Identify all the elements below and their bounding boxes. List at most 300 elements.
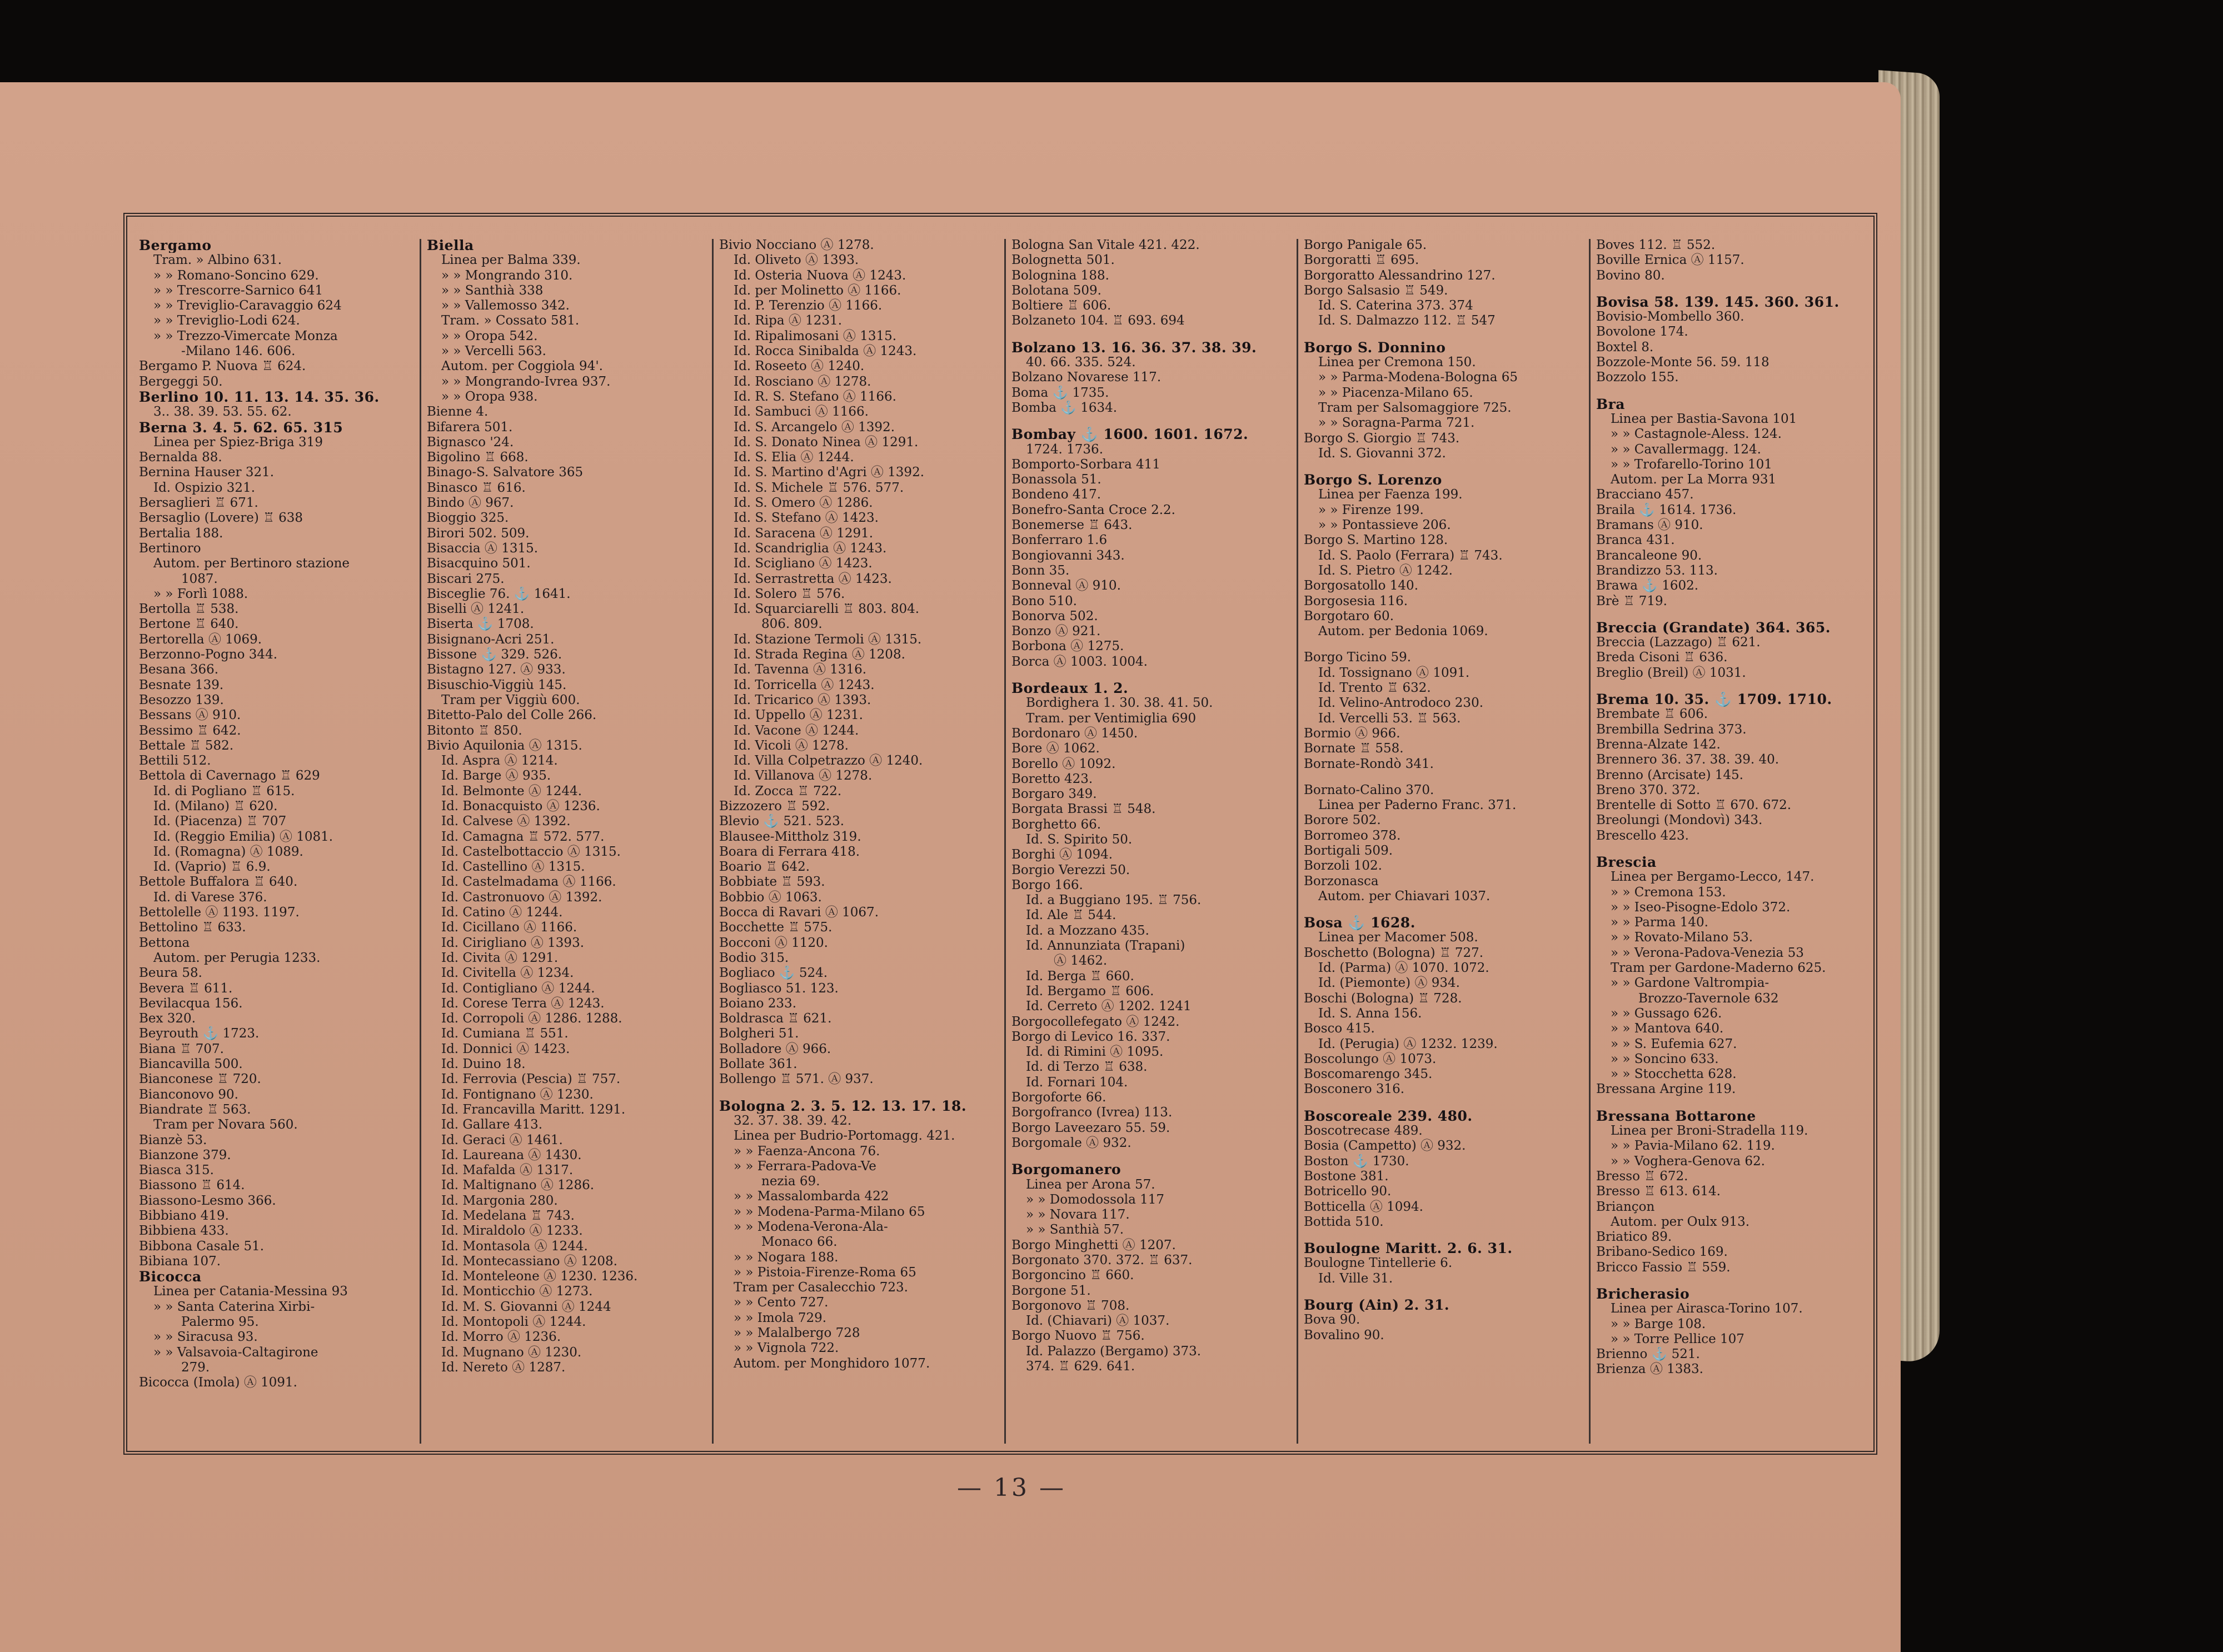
index-entry: Id. Mafalda Ⓐ 1317. xyxy=(441,1163,574,1178)
index-entry: Bonorva 502. xyxy=(1011,608,1098,623)
index-heading: Bombay ⚓ 1600. 1601. 1672. xyxy=(1011,427,1249,442)
index-entry: Bollengo ♖ 571. Ⓐ 937. xyxy=(719,1072,874,1087)
index-entry: Id. Osteria Nuova Ⓐ 1243. xyxy=(734,268,906,283)
index-entry: Id. Francavilla Maritt. 1291. xyxy=(441,1102,626,1117)
index-entry: Brancaleone 90. xyxy=(1596,548,1702,563)
index-entry: Borgonovo ♖ 708. xyxy=(1011,1298,1130,1313)
index-heading: Borgomanero xyxy=(1011,1162,1122,1177)
index-entry: Borgo Nuovo ♖ 756. xyxy=(1011,1329,1145,1344)
index-entry: » » Santhià 338 xyxy=(441,283,544,298)
index-entry: Bissone ⚓ 329. 526. xyxy=(427,647,562,662)
index-heading: Bra xyxy=(1596,396,1626,412)
index-entry: Id. Geraci Ⓐ 1461. xyxy=(441,1132,563,1147)
index-entry: Id. (Vaprio) ♖ 6.9. xyxy=(153,860,271,875)
index-entry: » » Cento 727. xyxy=(734,1295,829,1310)
index-entry: Bettale ♖ 582. xyxy=(139,738,234,753)
index-entry: Linea per Paderno Franc. 371. xyxy=(1318,798,1517,813)
index-entry: Id. Sambuci Ⓐ 1166. xyxy=(734,405,869,420)
index-entry: Branca 431. xyxy=(1596,533,1675,548)
index-entry: Id. S. Dalmazzo 112. ♖ 547 xyxy=(1318,313,1496,328)
index-entry: Bresso ♖ 613. 614. xyxy=(1596,1184,1721,1199)
index-entry: Id. Nereto Ⓐ 1287. xyxy=(441,1360,566,1375)
index-entry: Bornato-Calino 370. xyxy=(1304,782,1434,797)
index-entry: Id. S. Caterina 373. 374 xyxy=(1318,298,1473,313)
index-entry: Bortigali 509. xyxy=(1304,843,1393,858)
index-entry: Bitetto-Palo del Colle 266. xyxy=(427,708,597,723)
index-entry: Biana ♖ 707. xyxy=(139,1041,224,1056)
index-entry: Bettolelle Ⓐ 1193. 1197. xyxy=(139,905,300,920)
index-entry: » » Cavallermagg. 124. xyxy=(1611,442,1761,457)
index-entry: Bessans Ⓐ 910. xyxy=(139,708,241,723)
index-entry: Breolungi (Mondovì) 343. xyxy=(1596,813,1763,828)
index-entry: Bienne 4. xyxy=(427,405,489,420)
index-entry: Borghetto 66. xyxy=(1011,817,1101,832)
index-heading: Bricherasio xyxy=(1596,1286,1690,1302)
index-entry: Id. S. Giovanni 372. xyxy=(1318,446,1446,461)
index-entry: Bifarera 501. xyxy=(427,420,513,435)
index-entry: Biserta ⚓ 1708. xyxy=(427,617,534,632)
index-entry: Id. Strada Regina Ⓐ 1208. xyxy=(734,647,905,662)
index-spacer xyxy=(1596,609,1874,620)
index-entry: Id. Corropoli Ⓐ 1286. 1288. xyxy=(441,1011,622,1026)
index-entry: Boves 112. ♖ 552. xyxy=(1596,238,1716,252)
index-entry: » » Cremona 153. xyxy=(1611,885,1726,900)
index-entry: Brenno (Arcisate) 145. xyxy=(1596,767,1743,782)
index-entry: Bolognina 188. xyxy=(1011,268,1109,283)
index-entry: Id. Cerreto Ⓐ 1202. 1241 xyxy=(1026,999,1192,1014)
index-entry: Linea per Budrio-Portomagg. 421. xyxy=(734,1129,955,1144)
index-entry: Bordonaro Ⓐ 1450. xyxy=(1011,726,1138,741)
index-entry: Borzoli 102. xyxy=(1304,859,1382,874)
index-entry: » » Parma-Modena-Bologna 65 xyxy=(1318,370,1518,385)
index-entry: » » Malalbergo 728 xyxy=(734,1326,860,1341)
index-entry: » » Gardone Valtrompia- xyxy=(1611,976,1770,991)
index-entry: Bribano-Sedico 169. xyxy=(1596,1245,1728,1260)
index-entry: Bertinoro xyxy=(139,541,201,556)
index-entry: » » Firenze 199. xyxy=(1318,502,1424,517)
index-entry: Id. di Terzo ♖ 638. xyxy=(1026,1060,1148,1075)
index-entry: 32. 37. 38. 39. 42. xyxy=(734,1113,852,1128)
index-spacer xyxy=(1596,681,1874,692)
index-entry: Bomba ⚓ 1634. xyxy=(1011,400,1118,415)
index-entry: Bocconi Ⓐ 1120. xyxy=(719,935,828,950)
index-entry: Borgata Brassi ♖ 548. xyxy=(1011,802,1156,817)
index-entry: Bonferraro 1.6 xyxy=(1011,533,1108,548)
index-entry: Id. Ale ♖ 544. xyxy=(1026,908,1117,923)
index-entry: 1087. xyxy=(181,571,218,586)
index-entry: Borzonasca xyxy=(1304,874,1379,889)
index-column-5 xyxy=(1304,238,1586,1446)
index-entry: Bex 320. xyxy=(139,1011,196,1026)
index-entry: » » Pontassieve 206. xyxy=(1318,518,1451,533)
index-entry: Bernina Hauser 321. xyxy=(139,465,275,480)
index-entry: Borgoncino ♖ 660. xyxy=(1011,1268,1134,1283)
index-entry: Linea per Bastia-Savona 101 xyxy=(1611,411,1797,426)
index-entry: Boston ⚓ 1730. xyxy=(1304,1154,1409,1169)
index-entry: Id. Bonacquisto Ⓐ 1236. xyxy=(441,798,600,813)
index-entry: Id. Velino-Antrodoco 230. xyxy=(1318,696,1484,711)
index-entry: Bergamo P. Nuova ♖ 624. xyxy=(139,359,306,374)
index-heading: Bordeaux 1. 2. xyxy=(1011,681,1129,696)
index-entry: Id. P. Terenzio Ⓐ 1166. xyxy=(734,298,883,313)
index-heading: Brescia xyxy=(1596,854,1657,870)
index-entry: Boscotrecase 489. xyxy=(1304,1124,1423,1139)
index-entry: Bonneval Ⓐ 910. xyxy=(1011,578,1121,593)
index-entry: Boville Ernica Ⓐ 1157. xyxy=(1596,253,1744,268)
index-entry: Bevilacqua 156. xyxy=(139,996,243,1011)
index-heading: Berlino 10. 11. 13. 14. 35. 36. xyxy=(139,389,380,405)
index-entry: Brozzo-Tavernole 632 xyxy=(1638,991,1779,1006)
index-entry: Linea per Macomer 508. xyxy=(1318,930,1478,945)
index-entry: Id. Rocca Sinibalda Ⓐ 1243. xyxy=(734,344,917,359)
column-divider xyxy=(420,239,421,1444)
index-entry: Tram per Gardone-Maderno 625. xyxy=(1611,961,1826,976)
index-entry: Id. S. Michele ♖ 576. 577. xyxy=(734,480,904,495)
index-entry: Bostone 381. xyxy=(1304,1169,1389,1184)
index-entry: » » Soragna-Parma 721. xyxy=(1318,416,1475,431)
index-entry: » » Parma 140. xyxy=(1611,915,1708,930)
index-entry: » » Santhià 57. xyxy=(1026,1222,1124,1237)
index-entry: Borgosatollo 140. xyxy=(1304,578,1419,593)
index-entry: Bertolla ♖ 538. xyxy=(139,602,239,617)
index-entry: Bottida 510. xyxy=(1304,1214,1384,1229)
index-entry: Borgo Panigale 65. xyxy=(1304,238,1427,252)
index-entry: Id. Monteleone Ⓐ 1230. 1236. xyxy=(441,1269,638,1284)
index-entry: Bigolino ♖ 668. xyxy=(427,450,529,465)
index-entry: Binago-S. Salvatore 365 xyxy=(427,465,584,480)
index-entry: Brè ♖ 719. xyxy=(1596,593,1667,608)
index-spacer xyxy=(1304,1286,1586,1297)
index-entry: Brawa ⚓ 1602. xyxy=(1596,578,1699,593)
index-entry: Boxtel 8. xyxy=(1596,340,1654,355)
index-entry: Brienza Ⓐ 1383. xyxy=(1596,1362,1703,1377)
index-entry: Tram per Viggiù 600. xyxy=(441,692,580,707)
index-entry: Id. Aspra Ⓐ 1214. xyxy=(441,753,558,768)
index-spacer xyxy=(1596,283,1874,295)
index-spacer xyxy=(1304,904,1586,915)
index-entry: Borgo di Levico 16. 337. xyxy=(1011,1029,1170,1044)
index-entry: Id. Montecassiano Ⓐ 1208. xyxy=(441,1254,617,1269)
index-entry: » » Nogara 188. xyxy=(734,1250,839,1265)
index-entry: Autom. per Monghidoro 1077. xyxy=(734,1356,930,1371)
index-entry: Boscomarengo 345. xyxy=(1304,1067,1433,1082)
index-entry: Id. Vacone Ⓐ 1244. xyxy=(734,723,859,738)
index-entry: Bovalino 90. xyxy=(1304,1327,1384,1342)
index-entry: Bessimo ♖ 642. xyxy=(139,723,241,738)
index-entry: Autom. per Perugia 1233. xyxy=(153,950,321,965)
index-entry: Breda Cisoni ♖ 636. xyxy=(1596,650,1728,665)
index-entry: Blevio ⚓ 521. 523. xyxy=(719,814,845,829)
index-entry: Id. Morro Ⓐ 1236. xyxy=(441,1330,561,1345)
index-entry: Linea per Balma 339. xyxy=(441,253,581,268)
index-entry: Berzonno-Pogno 344. xyxy=(139,647,278,662)
index-entry: Id. Palazzo (Bergamo) 373. xyxy=(1026,1344,1202,1359)
index-entry: Bolotana 509. xyxy=(1011,283,1101,298)
index-entry: Bistagno 127. Ⓐ 933. xyxy=(427,662,566,677)
index-heading: Bovisa 58. 139. 145. 360. 361. xyxy=(1596,294,1840,310)
index-entry: Id. Zocca ♖ 722. xyxy=(734,783,842,798)
index-entry: Id. Solero ♖ 576. xyxy=(734,586,845,601)
index-entry: Bettona xyxy=(139,935,190,950)
index-entry: Briançon xyxy=(1596,1199,1655,1214)
index-entry: Breno 370. 372. xyxy=(1596,782,1701,797)
index-entry: Id. Miraldolo Ⓐ 1233. xyxy=(441,1224,583,1239)
index-entry: Borgotaro 60. xyxy=(1304,608,1394,623)
index-entry: Bettili 512. xyxy=(139,753,211,768)
index-entry: Bodio 315. xyxy=(719,950,789,965)
index-entry: Bonassola 51. xyxy=(1011,472,1101,487)
index-entry: » » Barge 108. xyxy=(1611,1316,1706,1331)
index-entry: Borello Ⓐ 1092. xyxy=(1011,756,1116,771)
index-entry: Borgo S. Giorgio ♖ 743. xyxy=(1304,431,1460,446)
index-entry: Bolzano Novarese 117. xyxy=(1011,370,1162,385)
index-spacer xyxy=(1304,639,1586,650)
index-entry: Id. Villanova Ⓐ 1278. xyxy=(734,768,873,783)
index-entry: Bettole Buffalora ♖ 640. xyxy=(139,875,298,890)
index-entry: Bisignano-Acri 251. xyxy=(427,632,555,647)
index-entry: Linea per Broni-Stradella 119. xyxy=(1611,1124,1808,1139)
index-entry: 806. 809. xyxy=(761,617,823,632)
index-entry: Id. Cicillano Ⓐ 1166. xyxy=(441,920,577,935)
index-entry: Id. Contigliano Ⓐ 1244. xyxy=(441,981,595,996)
index-entry: Brienno ⚓ 521. xyxy=(1596,1347,1700,1362)
index-entry: Monaco 66. xyxy=(761,1235,838,1250)
index-entry: » » Mongrando-Ivrea 937. xyxy=(441,374,611,389)
index-entry: Bozzolo 155. xyxy=(1596,370,1679,385)
index-entry: Botticella Ⓐ 1094. xyxy=(1304,1199,1423,1214)
index-entry: Id. Villa Colpetrazzo Ⓐ 1240. xyxy=(734,753,923,768)
index-entry: Id. Civita Ⓐ 1291. xyxy=(441,950,559,965)
index-entry: Bertone ♖ 640. xyxy=(139,617,239,632)
index-entry: Id. Laureana Ⓐ 1430. xyxy=(441,1147,582,1162)
index-entry: Id. Monticchio Ⓐ 1273. xyxy=(441,1284,593,1299)
index-entry: Id. Saracena Ⓐ 1291. xyxy=(734,526,874,541)
index-entry: Id. S. Martino d'Agri Ⓐ 1392. xyxy=(734,465,925,480)
index-entry: » » Gussago 626. xyxy=(1611,1006,1722,1021)
index-entry: Id. di Pogliano ♖ 615. xyxy=(153,783,295,798)
index-entry: » » Modena-Verona-Ala- xyxy=(734,1220,888,1234)
index-entry: Id. Tossignano Ⓐ 1091. xyxy=(1318,665,1470,680)
index-entry: » » Trofarello-Torino 101 xyxy=(1611,457,1772,472)
index-entry: Bomporto-Sorbara 411 xyxy=(1011,457,1160,472)
index-entry: Autom. per Chiavari 1037. xyxy=(1318,889,1491,904)
index-column-2 xyxy=(427,238,709,1446)
index-entry: Brescello 423. xyxy=(1596,828,1689,843)
index-entry: Bologna San Vitale 421. 422. xyxy=(1011,238,1200,252)
index-entry: Bivio Aquilonia Ⓐ 1315. xyxy=(427,738,582,753)
index-entry: Brandizzo 53. 113. xyxy=(1596,563,1718,578)
index-spacer xyxy=(1304,1230,1586,1241)
index-entry: Id. Medelana ♖ 743. xyxy=(441,1209,575,1223)
index-entry: Id. (Chiavari) Ⓐ 1037. xyxy=(1026,1314,1170,1329)
index-spacer xyxy=(1304,1097,1586,1109)
index-entry: Bogliasco 51. 123. xyxy=(719,981,839,996)
index-entry: Id. Castellino Ⓐ 1315. xyxy=(441,860,585,875)
index-entry: Id. Barge Ⓐ 935. xyxy=(441,768,551,783)
index-entry: Id. di Rimini Ⓐ 1095. xyxy=(1026,1045,1164,1060)
index-entry: Brennero 36. 37. 38. 39. 40. xyxy=(1596,752,1780,767)
index-entry: Bonemerse ♖ 643. xyxy=(1011,518,1133,533)
index-entry: Boara di Ferrara 418. xyxy=(719,844,860,859)
index-entry: Id. S. Paolo (Ferrara) ♖ 743. xyxy=(1318,548,1503,563)
index-entry: Bozzole-Monte 56. 59. 118 xyxy=(1596,355,1770,370)
index-entry: Linea per Bergamo-Lecco, 147. xyxy=(1611,870,1815,885)
index-entry: Linea per Faenza 199. xyxy=(1318,487,1463,502)
index-spacer xyxy=(1596,1097,1874,1109)
index-entry: » » Iseo-Pisogne-Edolo 372. xyxy=(1611,900,1791,915)
index-entry: Biasca 315. xyxy=(139,1163,214,1178)
index-entry: Bersaglio (Lovere) ♖ 638 xyxy=(139,511,303,526)
index-entry: » » Castagnole-Aless. 124. xyxy=(1611,427,1782,442)
index-entry: Borgio Verezzi 50. xyxy=(1011,862,1130,877)
index-entry: Linea per Spiez-Briga 319 xyxy=(153,435,323,450)
index-entry: Id. Castronuovo Ⓐ 1392. xyxy=(441,890,602,905)
index-entry: Bivio Nocciano Ⓐ 1278. xyxy=(719,238,874,252)
index-entry: Borgonato 370. 372. ♖ 637. xyxy=(1011,1253,1193,1267)
index-entry: Boltiere ♖ 606. xyxy=(1011,298,1112,313)
index-entry: Bocca di Ravari Ⓐ 1067. xyxy=(719,905,879,920)
index-entry: Bizzozero ♖ 592. xyxy=(719,798,830,813)
index-entry: Id. (Reggio Emilia) Ⓐ 1081. xyxy=(153,829,333,844)
index-heading: Borgo S. Lorenzo xyxy=(1304,472,1442,488)
index-entry: Bovolone 174. xyxy=(1596,325,1688,340)
index-entry: Id. Vercelli 53. ♖ 563. xyxy=(1318,711,1461,726)
index-entry: Id. Squarciarelli ♖ 803. 804. xyxy=(734,602,920,617)
index-entry: Borgo Minghetti Ⓐ 1207. xyxy=(1011,1237,1176,1252)
index-entry: Id. S. Omero Ⓐ 1286. xyxy=(734,496,873,511)
index-entry: Bressana Argine 119. xyxy=(1596,1082,1736,1097)
index-heading: Boscoreale 239. 480. xyxy=(1304,1108,1473,1124)
index-entry: Brembate ♖ 606. xyxy=(1596,707,1708,722)
index-heading: Bressana Bottarone xyxy=(1596,1108,1756,1124)
index-entry: Id. Corese Terra Ⓐ 1243. xyxy=(441,996,605,1011)
index-entry: Besana 366. xyxy=(139,662,219,677)
index-heading: Boulogne Maritt. 2. 6. 31. xyxy=(1304,1241,1513,1256)
index-entry: Bergeggi 50. xyxy=(139,374,223,389)
index-entry: » » Treviglio-Caravaggio 624 xyxy=(153,298,342,313)
index-entry: Bisuschio-Viggiù 145. xyxy=(427,677,567,692)
index-entry: » » Mongrando 310. xyxy=(441,268,573,283)
index-entry: » » Voghera-Genova 62. xyxy=(1611,1154,1765,1169)
index-entry: Id. Ripa Ⓐ 1231. xyxy=(734,313,843,328)
index-entry: » » Ferrara-Padova-Ve xyxy=(734,1159,876,1174)
index-entry: Boretto 423. xyxy=(1011,771,1093,786)
index-entry: » » Soncino 633. xyxy=(1611,1051,1719,1066)
index-entry: Borgaro 349. xyxy=(1011,787,1097,802)
index-entry: Bersaglieri ♖ 671. xyxy=(139,496,258,511)
index-entry: 279. xyxy=(181,1360,210,1375)
index-entry: » » Vercelli 563. xyxy=(441,344,546,359)
index-entry: Id. S. Stefano Ⓐ 1423. xyxy=(734,511,879,526)
index-entry: Bollate 361. xyxy=(719,1057,798,1072)
index-entry: Boiano 233. xyxy=(719,996,796,1011)
index-entry: » » Rovato-Milano 53. xyxy=(1611,930,1753,945)
index-entry: Id. (Milano) ♖ 620. xyxy=(153,798,278,813)
index-entry: » » Imola 729. xyxy=(734,1310,827,1325)
index-entry: Biancavilla 500. xyxy=(139,1057,243,1072)
index-entry: Id. S. Elia Ⓐ 1244. xyxy=(734,450,854,465)
index-entry: Id. Uppello Ⓐ 1231. xyxy=(734,708,863,723)
index-heading: Bourg (Ain) 2. 31. xyxy=(1304,1297,1450,1313)
index-entry: Bettolino ♖ 633. xyxy=(139,920,246,935)
index-entry: Boschi (Bologna) ♖ 728. xyxy=(1304,991,1462,1006)
page-number: — 13 — xyxy=(957,1474,1066,1502)
index-entry: Id. Catino Ⓐ 1244. xyxy=(441,905,563,920)
index-entry: Biassono-Lesmo 366. xyxy=(139,1193,276,1208)
index-entry: Autom. per Coggiola 94'. xyxy=(441,359,603,374)
index-entry: Biselli Ⓐ 1241. xyxy=(427,602,525,617)
index-entry: -Milano 146. 606. xyxy=(181,344,296,359)
index-entry: Id. Fontignano Ⓐ 1230. xyxy=(441,1087,594,1102)
index-entry: Id. di Varese 376. xyxy=(153,890,267,905)
index-entry: Id. Margonia 280. xyxy=(441,1193,558,1208)
index-entry: Id. Scandriglia Ⓐ 1243. xyxy=(734,541,887,556)
index-heading: Brema 10. 35. ⚓ 1709. 1710. xyxy=(1596,692,1832,707)
index-entry: Biandrate ♖ 563. xyxy=(139,1102,251,1117)
index-entry: Bisaccia Ⓐ 1315. xyxy=(427,541,539,556)
index-entry: Bettola di Cavernago ♖ 629 xyxy=(139,768,320,783)
index-heading: Borgo S. Donnino xyxy=(1304,340,1446,356)
index-heading: Bergamo xyxy=(139,238,212,253)
index-entry: Id. Montasola Ⓐ 1244. xyxy=(441,1239,588,1254)
index-entry: Bornate ♖ 558. xyxy=(1304,741,1404,756)
index-entry: » » Siracusa 93. xyxy=(153,1330,258,1345)
index-entry: Linea per Airasca-Torino 107. xyxy=(1611,1301,1803,1316)
column-divider xyxy=(1589,239,1591,1444)
index-entry: Autom. per La Morra 931 xyxy=(1611,472,1777,487)
index-entry: Birori 502. 509. xyxy=(427,526,530,541)
index-entry: Id. Gallare 413. xyxy=(441,1117,543,1132)
index-entry: Tram per Salsomaggiore 725. xyxy=(1318,400,1512,415)
index-entry: Tram per Novara 560. xyxy=(153,1117,298,1132)
index-entry: Bramans Ⓐ 910. xyxy=(1596,518,1703,533)
index-entry: Binasco ♖ 616. xyxy=(427,480,526,495)
index-entry: Tram. » Albino 631. xyxy=(153,253,282,268)
index-entry: Id. Stazione Termoli Ⓐ 1315. xyxy=(734,632,922,647)
index-entry: Id. a Mozzano 435. xyxy=(1026,923,1149,938)
index-entry: Breccia (Lazzago) ♖ 621. xyxy=(1596,635,1761,650)
index-entry: Bisacquino 501. xyxy=(427,556,531,571)
index-entry: Bisceglie 76. ⚓ 1641. xyxy=(427,586,571,601)
index-column-6 xyxy=(1596,238,1874,1446)
index-entry: » » Trescorre-Sarnico 641 xyxy=(153,283,323,298)
index-entry: Bolognetta 501. xyxy=(1011,253,1115,268)
index-entry: Palermo 95. xyxy=(181,1315,259,1330)
index-heading: Bolzano 13. 16. 36. 37. 38. 39. xyxy=(1011,340,1257,356)
index-entry: Bonefro-Santa Croce 2.2. xyxy=(1011,502,1175,517)
index-entry: Autom. per Oulx 913. xyxy=(1611,1214,1750,1229)
index-entry: Beyrouth ⚓ 1723. xyxy=(139,1026,260,1041)
index-entry: Bracciano 457. xyxy=(1596,487,1694,502)
index-entry: Boulogne Tintellerie 6. xyxy=(1304,1256,1453,1271)
index-heading: Berna 3. 4. 5. 62. 65. 315 xyxy=(139,420,343,435)
index-entry: Bevera ♖ 611. xyxy=(139,981,233,996)
index-entry: Bonn 35. xyxy=(1011,563,1070,578)
index-entry: Bernalda 88. xyxy=(139,450,222,465)
index-entry: Bibiana 107. xyxy=(139,1254,221,1269)
index-entry: Bondeno 417. xyxy=(1011,487,1101,502)
index-entry: » » Pistoia-Firenze-Roma 65 xyxy=(734,1265,916,1280)
index-entry: Id. Tricarico Ⓐ 1393. xyxy=(734,692,871,707)
index-entry: Bonzo Ⓐ 921. xyxy=(1011,624,1101,639)
index-entry: Borgoforte 66. xyxy=(1011,1090,1106,1105)
index-spacer xyxy=(1596,386,1874,397)
index-entry: Id. R. S. Stefano Ⓐ 1166. xyxy=(734,389,896,404)
index-entry: Bolgheri 51. xyxy=(719,1026,799,1041)
index-entry: Tram per Casalecchio 723. xyxy=(734,1280,908,1295)
index-entry: Bocchette ♖ 575. xyxy=(719,920,833,935)
index-entry: » » Treviglio-Lodi 624. xyxy=(153,313,300,328)
